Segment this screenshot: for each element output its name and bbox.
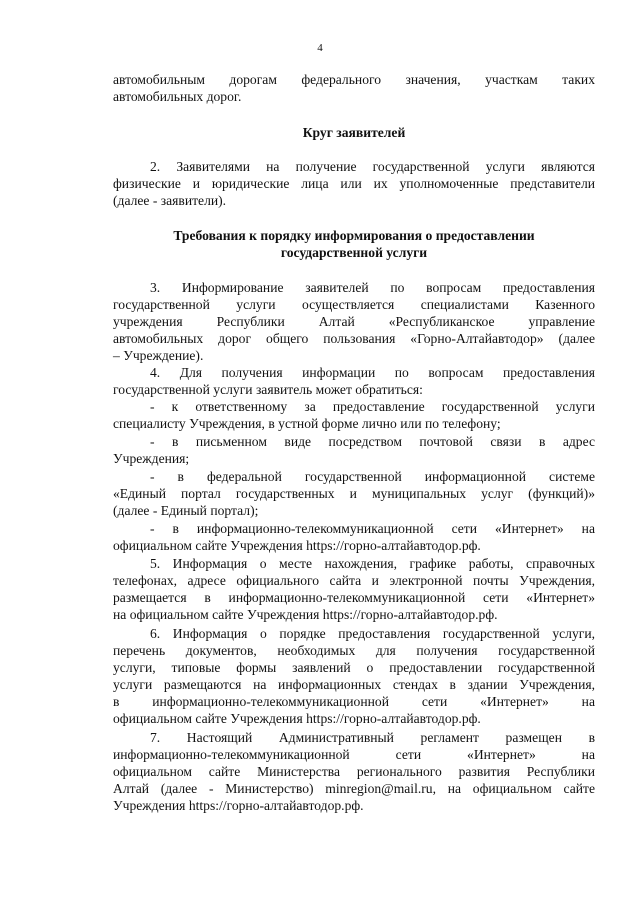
bullet-item: - в федеральной государственной информационной системе <box>150 469 595 484</box>
text-line: размещается в информационно-телекоммуникационной сети «Интернет» <box>113 590 595 605</box>
text-line: официальном сайте Учреждения https://горно-алтайавтодор.рф. <box>113 538 481 553</box>
text-line: автомобильным дорогам федерального значения, участкам таких <box>113 72 595 87</box>
text-line: физические и юридические лица или их уполномоченные представители <box>113 176 595 191</box>
section-heading-applicants: Круг заявителей <box>302 125 406 140</box>
text-line: 7. Настоящий Административный регламент размещен в <box>150 730 595 745</box>
text-line: «Единый портал государственных и муниципальных услуг (функций)» <box>113 486 595 501</box>
text-line: Учреждения; <box>113 451 190 466</box>
text-line: телефонах, адресе официального сайта и электронной почты Учреждения, <box>113 573 595 588</box>
text-line: информационно-телекоммуникационной сети «Интернет» на <box>113 747 595 762</box>
text-line: – Учреждение). <box>113 348 204 363</box>
text-line: (далее - Единый портал); <box>113 503 259 518</box>
text-line: государственной услуги осуществляется специалистами Казенного <box>113 297 595 312</box>
page-number: 4 <box>317 42 323 54</box>
text-line: 5. Информация о месте нахождения, графике работы, справочных <box>150 556 595 571</box>
section-heading-informing-line2: государственной услуги <box>280 245 428 260</box>
text-line: 3. Информирование заявителей по вопросам предоставления <box>150 280 595 295</box>
text-line: 6. Информация о порядке предоставления государственной услуги, <box>150 626 595 641</box>
section-heading-informing: Требования к порядку информирования о предоставлении <box>173 228 535 243</box>
bullet-item: - в информационно-телекоммуникационной сети «Интернет» на <box>150 521 595 536</box>
bullet-item: - в письменном виде посредством почтовой связи в адрес <box>150 434 595 449</box>
text-line: 2. Заявителями на получение государственной услуги являются <box>150 159 595 174</box>
text-line: официальном сайте Учреждения https://горно-алтайавтодор.рф. <box>113 711 481 726</box>
text-line: (далее - заявители). <box>113 193 227 208</box>
bullet-item: - к ответственному за предоставление государственной услуги <box>150 399 595 414</box>
text-line: перечень документов, необходимых для получения государственной <box>113 643 595 658</box>
text-line: 4. Для получения информации по вопросам предоставления <box>150 365 595 380</box>
text-line: на официальном сайте Учреждения https://горно-алтайавтодор.рф. <box>113 607 498 622</box>
text-line: официальном сайте Министерства регионального развития Республики <box>113 764 595 779</box>
text-line: автомобильных дорог общего пользования «Горно-Алтайавтодор» (далее <box>113 331 595 346</box>
text-line: в информационно-телекоммуникационной сети «Интернет» на <box>113 694 595 709</box>
text-line: специалисту Учреждения, в устной форме лично или по телефону; <box>113 416 501 431</box>
text-line: Учреждения https://горно-алтайавтодор.рф. <box>113 798 364 813</box>
text-line: услуги размещаются на информационных стендах в здании Учреждения, <box>113 677 595 692</box>
text-line: учреждения Республики Алтай «Республиканское управление <box>113 314 595 329</box>
text-line: Алтай (далее - Министерство) minregion@mail.ru, на официальном сайте <box>113 781 595 796</box>
text-line: автомобильных дорог. <box>113 89 242 104</box>
text-line: услуги, типовые формы заявлений о предоставлении государственной <box>113 660 595 675</box>
text-line: государственной услуги заявитель может обратиться: <box>113 382 423 397</box>
